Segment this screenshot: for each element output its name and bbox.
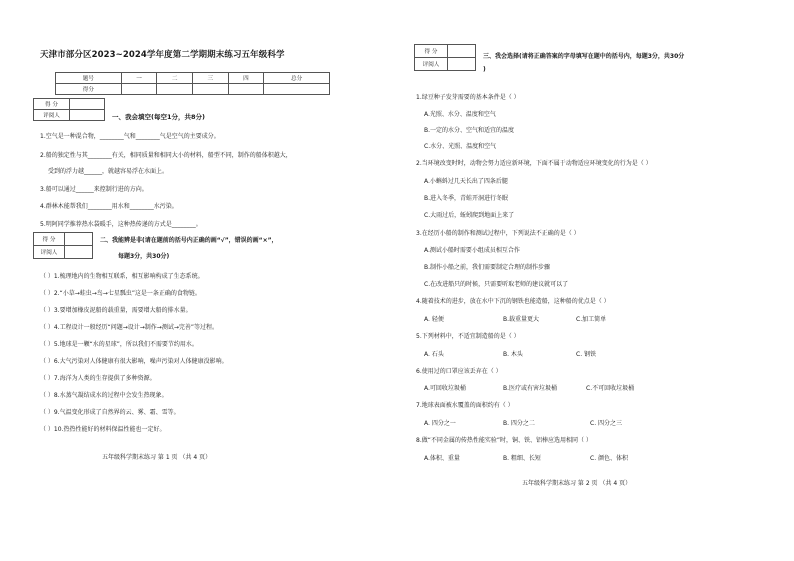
header-3: 三 <box>192 73 228 84</box>
mc-q3-opt-b[interactable]: B.制作小船之前，我们需要制定合理的制作步骤 <box>424 264 551 271</box>
mc-q6-opt-b[interactable]: B.医疗或有害垃圾桶 <box>503 385 558 392</box>
tf-q9: （ ）9.气温变化形成了自然界的云、雾、霜、雪等。 <box>40 409 180 416</box>
mc-q8-opt-a[interactable]: A.体积、重量 <box>424 455 460 462</box>
fill-q2-cont: 受到的浮力越______，就越容易浮在水面上。 <box>48 168 169 175</box>
mc-q5: 5.下列材料中，不适宜制造船的是（ ） <box>416 333 520 340</box>
tf-q8: （ ）8.水蒸气凝结成水的过程中会发生热现象。 <box>40 392 168 399</box>
pingyueren-label: 评阅人 <box>34 246 65 259</box>
defen-label: 得 分 <box>415 45 448 58</box>
mc-q2-opt-c[interactable]: C.大雨过后，蚯蚓爬到地面上来了 <box>424 212 515 219</box>
page-footer-right: 五年级科学期末练习 第 2 页 （共 4 页） <box>522 480 632 487</box>
tf-q7: （ ）7.海洋为人类的生存提供了多种资源。 <box>40 375 156 382</box>
score-cell[interactable] <box>157 84 193 95</box>
section1-score-box <box>33 98 105 121</box>
mc-q4-opt-a[interactable]: A. 轻便 <box>424 316 444 323</box>
mc-q2-opt-b[interactable]: B.进入冬季，青蛙开洞进行冬眠 <box>424 195 509 202</box>
mc-q3-opt-a[interactable]: A.测试小船时需要小组成员相互合作 <box>424 247 520 254</box>
header-tihao: 题号 <box>56 73 122 84</box>
mc-q4: 4.随着技术的进步，放在水中下沉的钢铁也能造船，这种船的优点是（ ） <box>416 298 610 305</box>
mc-q7-opt-a[interactable]: A. 四分之一 <box>424 420 456 427</box>
mc-q7-opt-b[interactable]: B. 四分之二 <box>503 420 535 427</box>
mc-q6-opt-a[interactable]: A.可回收垃圾桶 <box>424 385 466 392</box>
mc-q8: 8.做“不同金属的传热性能实验”时，铜、铁、铝棒应选用相同（ ） <box>416 437 592 444</box>
section1-heading: 一、我会填空(每空1分，共8分) <box>112 113 205 121</box>
defen-label: 得 分 <box>34 233 65 246</box>
header-1: 一 <box>121 73 157 84</box>
mc-q4-opt-b[interactable]: B.载重量更大 <box>503 316 540 323</box>
mc-q1-opt-c[interactable]: C.水分、光照、温度和空气 <box>424 143 497 150</box>
tf-q6: （ ）6.大气污染对人体健康有很大影响，噪声污染对人体健康没影响。 <box>40 358 228 365</box>
tf-q2: （ ）2.“小草→蛙虫→鸟→七星瓢虫”这是一条正确的食物链。 <box>40 290 201 297</box>
section3-score-box <box>414 44 476 71</box>
fill-q4: 4.群林木能帮我们________用水和________水污染。 <box>40 203 178 210</box>
fill-q3: 3.船可以通过______来控制行进的方向。 <box>40 186 148 193</box>
pingyueren-cell[interactable] <box>70 110 105 121</box>
mc-q8-opt-c[interactable]: C. 颜色、体积 <box>590 455 629 462</box>
pingyueren-label: 评阅人 <box>415 58 448 71</box>
defen-cell[interactable] <box>65 233 93 246</box>
mc-q5-opt-b[interactable]: B. 木头 <box>503 351 523 358</box>
mc-q5-opt-c[interactable]: C. 钢铁 <box>576 351 597 358</box>
pingyueren-cell[interactable] <box>65 246 93 259</box>
section3-heading: 三、我会选择(请将正确答案的字母填写在题中的括号内，每题3分，共30分 <box>483 53 685 60</box>
mc-q4-opt-c[interactable]: C.加工简单 <box>576 316 607 323</box>
mc-q1: 1.绿豆种子发芽需要的基本条件是（ ） <box>416 94 520 101</box>
tf-q1: （ ）1.梳理地内的生物相互联系，相互影响构成了生态系统。 <box>40 273 204 280</box>
defen-label: 得 分 <box>34 99 70 110</box>
score-cell[interactable] <box>264 84 330 95</box>
fill-q5: 5.明阿同学推荐热水袋暖手，这种热传递的方式是________。 <box>40 221 202 228</box>
mc-q3-opt-c[interactable]: C.在改进船只的时候，只需要听取老师的建议就可以了 <box>424 281 569 288</box>
score-summary-table <box>55 72 330 95</box>
score-cell[interactable] <box>121 84 157 95</box>
section2-heading: 二、我能辨是非(请在题前的括号内正确的画“√”，错误的画“×”， <box>100 237 278 244</box>
mc-q5-opt-a[interactable]: A. 石头 <box>424 351 444 358</box>
header-total: 总分 <box>264 73 330 84</box>
section3-heading-cont: ) <box>483 66 486 73</box>
mc-q6: 6.使用过的口罩应该丢弃在（ ） <box>416 368 502 375</box>
defen-cell[interactable] <box>70 99 105 110</box>
mc-q8-opt-b[interactable]: B. 粗细、长短 <box>503 455 541 462</box>
row-defen-label: 得分 <box>56 84 122 95</box>
header-2: 二 <box>157 73 193 84</box>
tf-q10: （ ）10.热热性能好的材料保温性能也一定好。 <box>40 426 166 433</box>
exam-title: 天津市部分区2023~2024学年度第二学期期末练习五年级科学 <box>40 50 285 60</box>
section2-heading-cont: 每题3分，共30分) <box>118 253 170 260</box>
defen-cell[interactable] <box>448 45 476 58</box>
score-cell[interactable] <box>192 84 228 95</box>
pingyueren-label: 评阅人 <box>34 110 70 121</box>
mc-q1-opt-b[interactable]: B.一定的水分、空气和适宜的温度 <box>424 127 515 134</box>
tf-q3: （ ）3.要增加橡皮泥船的载重量，需要增大船的排水量。 <box>40 307 192 314</box>
tf-q5: （ ）5.地球是一颗“水的星球”，所以我们不需要节约用水。 <box>40 341 198 348</box>
mc-q7: 7.地球表面被水覆盖的面积约有（ ） <box>416 402 514 409</box>
score-cell[interactable] <box>228 84 264 95</box>
fill-q2: 2.船的独定性与其________有关，相同质量和相同大小的材料，船型不同，制作的船体积越大， <box>40 152 292 159</box>
mc-q3: 3.在经历小船的制作和测试过程中，下列说法不正确的是（ ） <box>416 230 580 237</box>
mc-q1-opt-a[interactable]: A.光照、水分、温度和空气 <box>424 111 496 118</box>
pingyueren-cell[interactable] <box>448 58 476 71</box>
page-footer-left: 五年级科学期末练习 第 1 页 （共 4 页） <box>102 454 212 461</box>
header-4: 四 <box>228 73 264 84</box>
fill-q1: 1.空气是一种混合物，________气和________气是空气的主要成分。 <box>40 133 220 140</box>
mc-q7-opt-c[interactable]: C. 四分之三 <box>590 420 623 427</box>
mc-q2-opt-a[interactable]: A.小蝌蚪过几天长出了四条后腿 <box>424 178 508 185</box>
mc-q2: 2.当环境改变时时，动物会努力适应新环境，下面不属于动物适应环境变化的行为是（ ） <box>416 160 652 167</box>
section2-score-box <box>33 232 93 259</box>
mc-q6-opt-c[interactable]: C.不可回收垃圾桶 <box>586 385 635 392</box>
tf-q4: （ ）4.工程设计一般经历“问题→设计→制作→测试→完善”等过程。 <box>40 324 218 331</box>
